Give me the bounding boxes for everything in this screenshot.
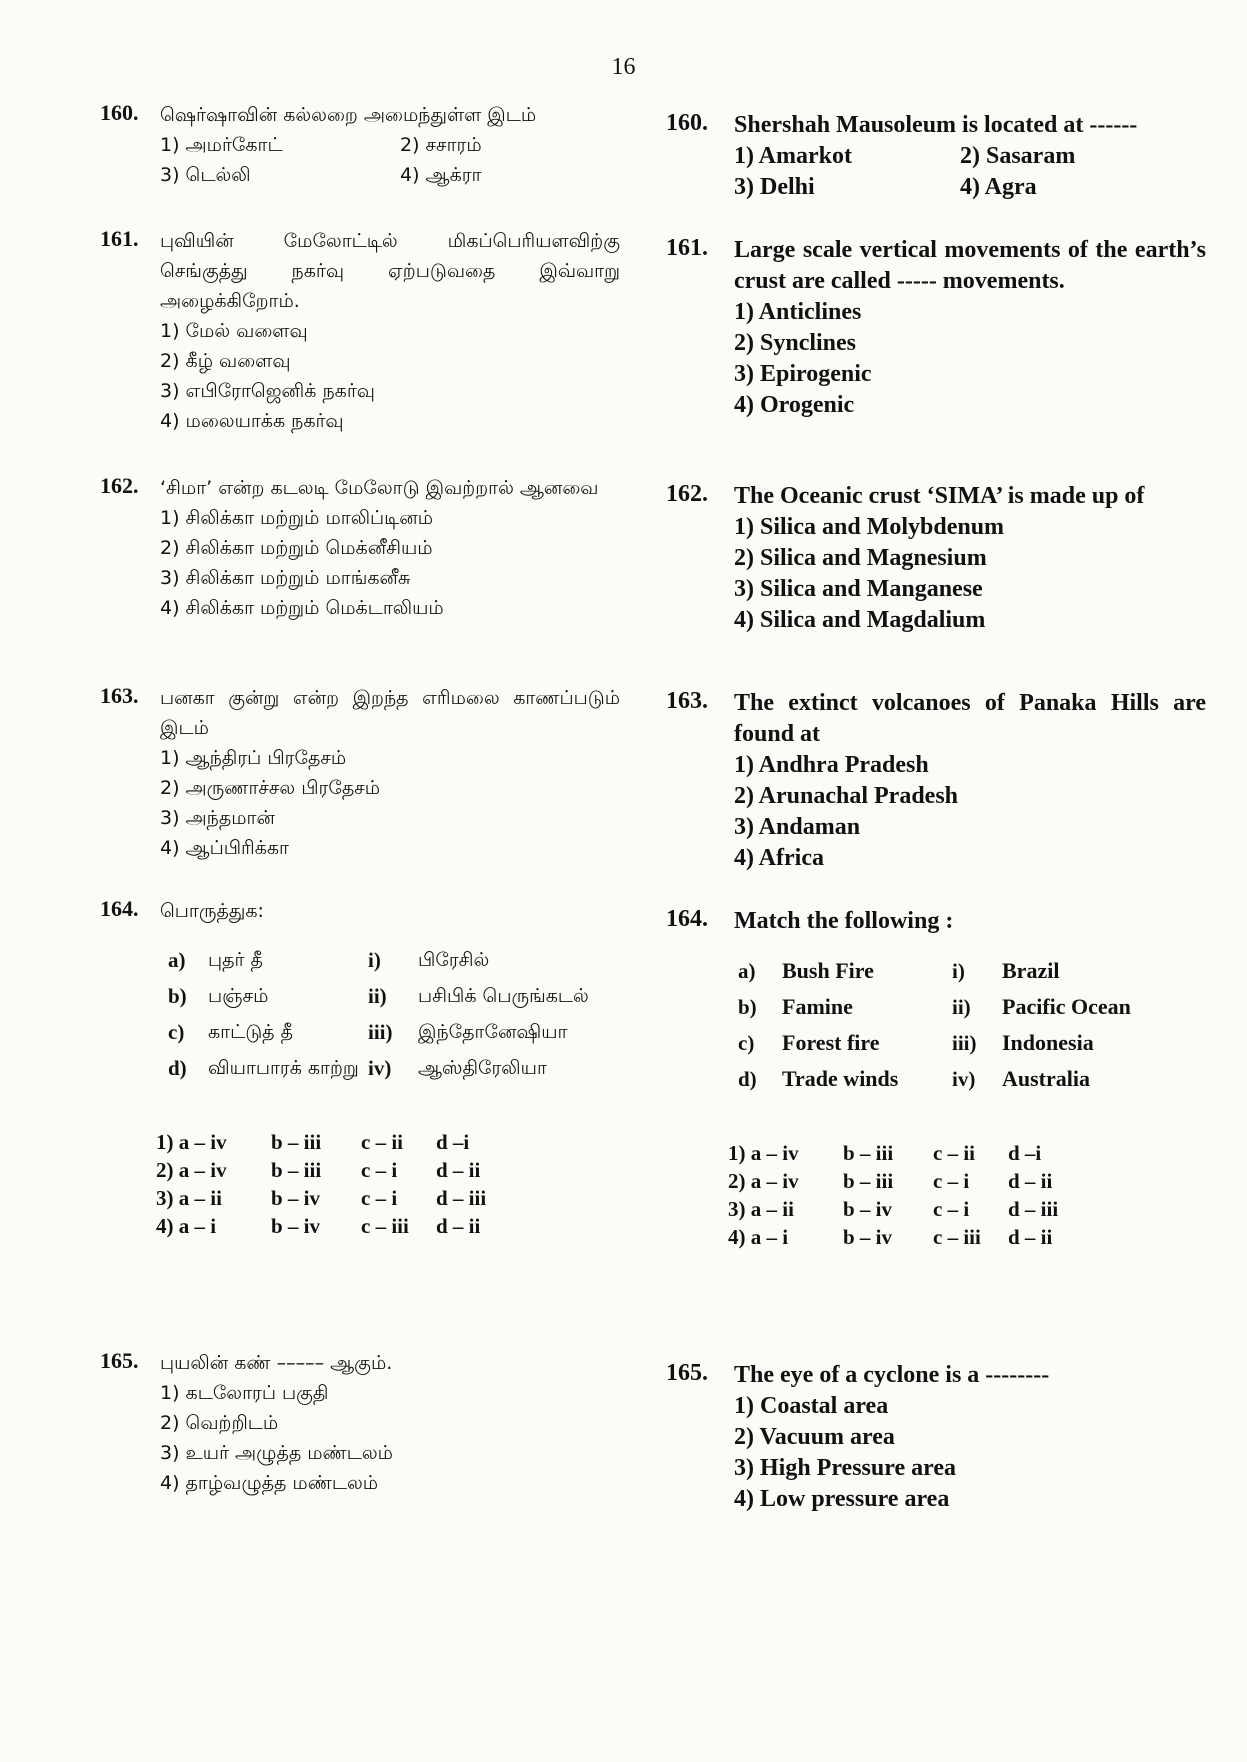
option-1: 1) Amarkot [734, 143, 852, 169]
question-text: The Oceanic crust ‘SIMA’ is made up of [734, 483, 1145, 509]
match-left: Bush Fire [782, 958, 874, 983]
answer-cell: d – iii [1008, 1197, 1059, 1221]
question-number: 160. [666, 110, 708, 136]
match-left: Famine [782, 994, 853, 1019]
answer-cell: c – ii [361, 1130, 403, 1154]
question-163-tamil [100, 683, 620, 863]
answer-cell: b – iii [271, 1130, 322, 1154]
match-right: Brazil [1002, 958, 1060, 983]
row-label: d) [738, 1067, 757, 1091]
match-table [168, 946, 620, 1082]
option-1: 1) மேல் வளைவு [160, 320, 308, 342]
answer-cell: 1) a – iv [728, 1141, 799, 1165]
question-number: 160. [100, 100, 139, 125]
answer-cell: b – iii [271, 1158, 322, 1182]
answer-cell: 4) a – i [728, 1225, 789, 1249]
question-number: 161. [100, 226, 139, 251]
match-right: Australia [1002, 1066, 1090, 1091]
answer-cell: d – ii [1008, 1169, 1053, 1193]
option-2: 2) சிலிக்கா மற்றும் மெக்னீசியம் [160, 537, 433, 559]
answer-cell: 1) a – iv [156, 1130, 227, 1154]
option-1: 1) ஆந்திரப் பிரதேசம் [160, 747, 347, 769]
row-label: b) [738, 995, 757, 1019]
option-2: 2) கீழ் வளைவு [160, 350, 291, 372]
question-163-english [666, 688, 1206, 874]
question-text: The eye of a cyclone is a -------- [734, 1362, 1050, 1388]
match-table [738, 957, 1206, 1093]
question-number: 161. [666, 235, 708, 261]
question-number: 163. [100, 683, 139, 708]
question-number: 163. [666, 688, 708, 714]
answer-cell: 4) a – i [156, 1214, 217, 1238]
question-number: 164. [100, 896, 139, 921]
question-number: 162. [100, 473, 139, 498]
question-text: Match the following : [734, 908, 954, 934]
question-text: பொருத்துக: [160, 900, 264, 922]
row-label: iv) [952, 1067, 976, 1091]
option-3: 3) உயர் அழுத்த மண்டலம் [160, 1442, 393, 1464]
row-label: iii) [368, 1020, 393, 1044]
answer-cell: c – i [361, 1186, 398, 1210]
answer-cell: b – iv [271, 1214, 321, 1238]
match-left: Trade winds [782, 1066, 899, 1091]
row-label: c) [738, 1031, 755, 1055]
option-3: 3) சிலிக்கா மற்றும் மாங்கனீசு [160, 567, 411, 589]
answer-cell: 3) a – ii [156, 1186, 222, 1210]
answer-options [156, 1128, 620, 1240]
match-right: பிரேசில் [418, 949, 490, 971]
answer-cell: d –i [436, 1130, 470, 1154]
answer-cell: d – iii [436, 1186, 487, 1210]
question-162-english [666, 481, 1206, 636]
option-3: 3) Delhi [734, 174, 815, 200]
answer-cell: c – iii [361, 1214, 409, 1238]
answer-cell: c – iii [933, 1225, 981, 1249]
page-number: 16 [611, 54, 636, 80]
option-3: 3) டெல்லி [160, 164, 251, 186]
answer-cell: b – iii [843, 1141, 894, 1165]
match-right: இந்தோனேஷியா [418, 1021, 568, 1043]
option-2: 2) அருணாச்சல பிரதேசம் [160, 777, 381, 799]
question-text: புயலின் கண் ––––– ஆகும். [160, 1352, 393, 1374]
row-label: iv) [368, 1056, 392, 1080]
question-number: 165. [666, 1360, 708, 1386]
match-left: வியாபாரக் காற்று [208, 1057, 359, 1079]
match-right: Pacific Ocean [1002, 994, 1131, 1019]
row-label: a) [738, 959, 756, 983]
question-160-tamil [100, 100, 620, 190]
question-161-tamil [100, 226, 620, 436]
question-164-tamil [100, 896, 620, 1240]
option-1: 1) Silica and Molybdenum [734, 514, 1005, 540]
option-4: 4) Agra [960, 174, 1037, 200]
option-4: 4) Silica and Magdalium [734, 607, 986, 633]
option-1: 1) Coastal area [734, 1393, 889, 1419]
row-label: b) [168, 984, 187, 1008]
question-164-english [666, 906, 1206, 1251]
answer-cell: b – iv [271, 1186, 321, 1210]
answer-cell: c – i [933, 1169, 970, 1193]
option-1: 1) கடலோரப் பகுதி [160, 1382, 329, 1404]
answer-cell: d – ii [1008, 1225, 1053, 1249]
answer-cell: b – iv [843, 1197, 893, 1221]
option-1: 1) Anticlines [734, 299, 862, 325]
answer-cell: 2) a – iv [156, 1158, 227, 1182]
match-left: பஞ்சம் [208, 985, 269, 1007]
answer-cell: b – iv [843, 1225, 893, 1249]
option-4: 4) Africa [734, 845, 824, 871]
option-3: 3) அந்தமான் [160, 807, 275, 829]
match-right: பசிபிக் பெருங்கடல் [418, 985, 589, 1007]
question-160-english [666, 110, 1206, 203]
option-1: 1) Andhra Pradesh [734, 752, 929, 778]
answer-options [728, 1139, 1206, 1251]
option-4: 4) மலையாக்க நகர்வு [160, 410, 344, 432]
row-label: d) [168, 1056, 187, 1080]
option-2: 2) Vacuum area [734, 1424, 895, 1450]
question-text: The extinct volcanoes of Panaka Hills are found at [734, 690, 1206, 747]
row-label: c) [168, 1020, 185, 1044]
row-label: iii) [952, 1031, 977, 1055]
match-left: காட்டுத் தீ [208, 1021, 293, 1043]
answer-cell: 3) a – ii [728, 1197, 794, 1221]
option-1: 1) சிலிக்கா மற்றும் மாலிப்டினம் [160, 507, 434, 529]
answer-cell: c – i [933, 1197, 970, 1221]
question-text: பனகா குன்று என்ற இறந்த எரிமலை காணப்படும் இடம் [160, 687, 620, 739]
match-right: ஆஸ்திரேலியா [418, 1057, 547, 1079]
answer-cell: c – ii [933, 1141, 975, 1165]
question-text: ‘சிமா’ என்ற கடலடி மேலோடு இவற்றால் ஆனவை [160, 477, 599, 499]
option-3: 3) Epirogenic [734, 361, 872, 387]
option-2: 2) Silica and Magnesium [734, 545, 987, 571]
question-text: Shershah Mausoleum is located at ------ [734, 112, 1138, 138]
row-label: ii) [368, 984, 387, 1008]
option-3: 3) Andaman [734, 814, 861, 840]
answer-cell: d – ii [436, 1158, 481, 1182]
option-2: 2) Synclines [734, 330, 857, 356]
match-left: புதர் தீ [208, 949, 263, 971]
answer-cell: 2) a – iv [728, 1169, 799, 1193]
answer-cell: d – ii [436, 1214, 481, 1238]
question-text: புவியின் மேலோட்டில் மிகப்பெரியளவிற்கு செங்குத்து நகர்வு ஏற்படுவதை இவ்வாறு அழைக்கிறோம். [160, 230, 620, 312]
match-right: Indonesia [1002, 1030, 1094, 1055]
question-161-english [666, 235, 1206, 421]
question-165-english [666, 1360, 1206, 1515]
option-4: 4) Orogenic [734, 392, 855, 418]
option-4: 4) தாழ்வழுத்த மண்டலம் [160, 1472, 379, 1494]
answer-cell: c – i [361, 1158, 398, 1182]
option-2: 2) Arunachal Pradesh [734, 783, 959, 809]
option-2: 2) வெற்றிடம் [160, 1412, 279, 1434]
question-number: 165. [100, 1348, 139, 1373]
row-label: i) [368, 948, 381, 972]
option-1: 1) அமர்கோட் [160, 134, 283, 156]
answer-cell: d –i [1008, 1141, 1042, 1165]
question-text: Large scale vertical movements of the earth’s crust are called ----- movements. [734, 237, 1206, 294]
option-4: 4) ஆப்பிரிக்கா [160, 837, 289, 859]
option-4: 4) சிலிக்கா மற்றும் மெக்டாலியம் [160, 597, 444, 619]
question-165-tamil [100, 1348, 620, 1498]
question-number: 162. [666, 481, 708, 507]
row-label: ii) [952, 995, 971, 1019]
question-162-tamil [100, 473, 620, 623]
option-4: 4) ஆக்ரா [400, 164, 482, 186]
option-3: 3) Silica and Manganese [734, 576, 983, 602]
row-label: a) [168, 948, 186, 972]
option-4: 4) Low pressure area [734, 1486, 950, 1512]
question-text: ஷெர்ஷாவின் கல்லறை அமைந்துள்ள இடம் [160, 104, 537, 126]
match-left: Forest fire [782, 1030, 880, 1055]
option-2: 2) Sasaram [960, 143, 1076, 169]
option-3: 3) எபிரோஜெனிக் நகர்வு [160, 380, 375, 402]
option-2: 2) சசாரம் [400, 134, 482, 156]
question-number: 164. [666, 906, 708, 932]
answer-cell: b – iii [843, 1169, 894, 1193]
option-3: 3) High Pressure area [734, 1455, 956, 1481]
row-label: i) [952, 959, 965, 983]
